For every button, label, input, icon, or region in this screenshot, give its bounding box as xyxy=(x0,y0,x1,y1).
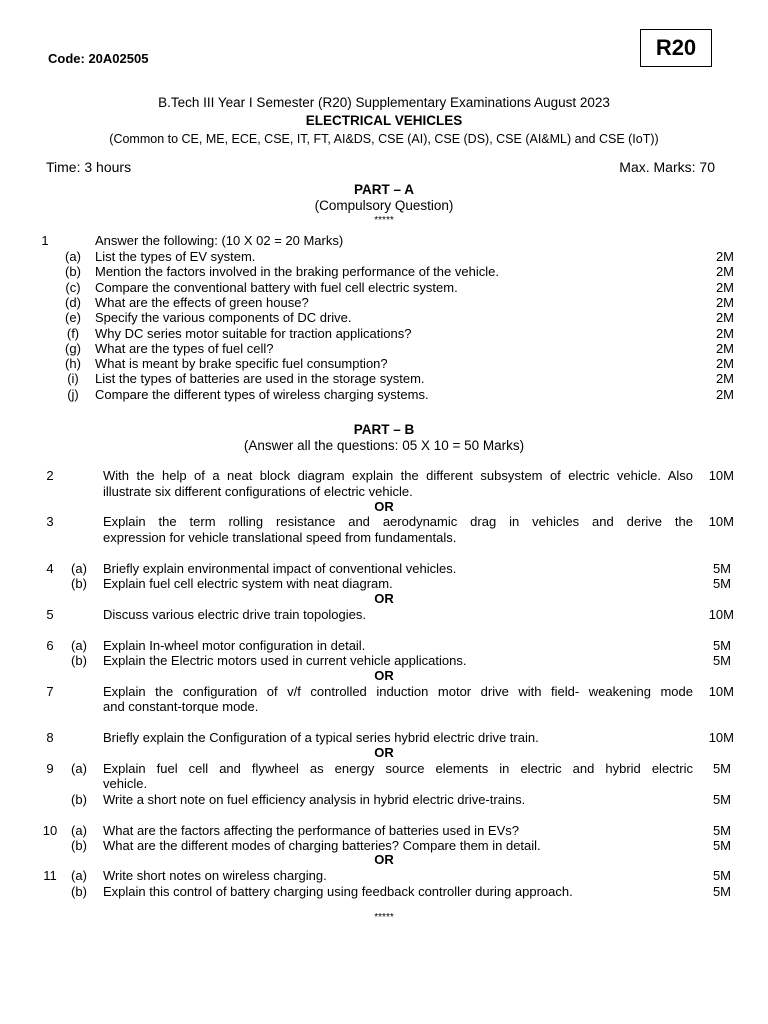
question-text: What are the different modes of charging batteries? Compare them in detail. xyxy=(103,838,541,853)
max-marks: Max. Marks: 70 xyxy=(619,159,715,175)
part-a-item xyxy=(0,264,768,280)
question-text: Specify the various components of DC drive. xyxy=(95,310,352,326)
question-marks: 10M xyxy=(708,607,734,622)
sub-label: (a) xyxy=(71,823,87,838)
question-1-instruction: Answer the following: (10 X 02 = 20 Marks) xyxy=(95,233,344,248)
question-text: Write a short note on fuel efficiency analysis in hybrid electric drive-trains. xyxy=(103,792,526,807)
sub-label: (a) xyxy=(71,761,87,776)
question-8 xyxy=(0,730,768,746)
question-11a xyxy=(0,868,768,884)
question-9a xyxy=(0,761,768,777)
question-marks: 2M xyxy=(715,249,734,264)
question-text: Mention the factors involved in the braking performance of the vehicle. xyxy=(95,264,499,280)
part-a-item xyxy=(0,326,768,342)
question-text: What is meant by brake specific fuel consumption? xyxy=(95,356,388,372)
question-text: What are the types of fuel cell? xyxy=(95,340,274,356)
question-text: Briefly explain the Configuration of a typical series hybrid electric drive train. xyxy=(103,730,539,745)
question-marks: 5M xyxy=(712,884,731,899)
sub-label: (j) xyxy=(67,386,79,402)
sub-label: (b) xyxy=(71,884,87,899)
question-number: 9 xyxy=(46,761,54,776)
question-7-continued xyxy=(0,699,768,715)
sub-label: (b) xyxy=(71,792,87,807)
question-5 xyxy=(0,607,768,623)
question-text: Explain this control of battery charging using feedback controller during approach. xyxy=(103,884,573,899)
question-marks: 5M xyxy=(712,653,731,668)
question-number: 2 xyxy=(46,468,54,483)
sub-label: (f) xyxy=(66,325,80,341)
sub-label: (a) xyxy=(71,561,87,576)
sub-label: (i) xyxy=(67,371,79,387)
question-text: What are the factors affecting the performance of batteries used in EVs? xyxy=(103,823,519,838)
question-marks: 2M xyxy=(715,371,734,387)
or-separator: OR xyxy=(374,745,394,760)
question-text: expression for vehicle translational speed from fundamentals. xyxy=(103,530,457,545)
sub-label: (c) xyxy=(65,279,81,295)
question-text: Explain fuel cell and flywheel as energy source elements in electric and hybrid electric xyxy=(103,761,693,776)
question-11b xyxy=(0,884,768,900)
question-text: Discuss various electric drive train topologies. xyxy=(103,607,366,622)
sub-label: (g) xyxy=(65,340,81,356)
question-text: With the help of a neat block diagram explain the different subsystem of electric vehicle. Also xyxy=(103,468,693,483)
question-2-continued xyxy=(0,484,768,500)
question-text: What are the effects of green house? xyxy=(95,294,309,310)
question-number: 10 xyxy=(42,823,58,838)
question-marks: 2M xyxy=(715,325,734,341)
question-6b xyxy=(0,653,768,669)
sub-label: (d) xyxy=(65,294,81,310)
question-2 xyxy=(0,468,768,484)
question-text: Explain In-wheel motor configuration in detail. xyxy=(103,638,366,653)
question-marks: 5M xyxy=(712,638,731,653)
subject-title: ELECTRICAL VEHICLES xyxy=(305,113,463,128)
end-stars: ***** xyxy=(374,912,394,923)
branches-note: (Common to CE, ME, ECE, CSE, IT, FT, AI&DS, CSE (AI), CSE (DS), CSE (AI&ML) and CSE (IoT)) xyxy=(109,132,659,146)
question-text: List the types of batteries are used in the storage system. xyxy=(95,371,425,387)
part-a-item xyxy=(0,341,768,357)
regulation-box: R20 xyxy=(640,29,712,67)
subject-code: Code: 20A02505 xyxy=(48,51,149,66)
part-a-item xyxy=(0,371,768,387)
part-a-stars: ***** xyxy=(374,215,394,226)
question-text: Explain the configuration of v/f controlled induction motor drive with field- weakening mode xyxy=(103,684,693,699)
question-marks: 10M xyxy=(708,468,734,483)
question-marks: 2M xyxy=(715,356,734,372)
or-separator: OR xyxy=(374,499,394,514)
question-3 xyxy=(0,514,768,530)
question-text: List the types of EV system. xyxy=(95,249,256,264)
exam-time: Time: 3 hours xyxy=(46,159,132,175)
sub-label: (b) xyxy=(71,653,87,668)
exam-title: B.Tech III Year I Semester (R20) Supplementary Examinations August 2023 xyxy=(158,95,610,110)
question-marks: 5M xyxy=(712,868,731,883)
sub-label: (b) xyxy=(71,838,87,853)
question-marks: 10M xyxy=(708,514,734,529)
question-text: illustrate six different configurations of electric vehicle. xyxy=(103,484,413,499)
sub-label: (b) xyxy=(65,264,81,280)
question-number: 5 xyxy=(46,607,54,622)
question-text: vehicle. xyxy=(103,776,148,791)
question-marks: 2M xyxy=(715,340,734,356)
part-a-item xyxy=(0,387,768,403)
sub-label: (h) xyxy=(65,356,81,372)
question-marks: 5M xyxy=(712,823,731,838)
question-9a-continued xyxy=(0,776,768,792)
question-marks: 5M xyxy=(712,761,731,776)
sub-label: (a) xyxy=(71,638,87,653)
question-6a xyxy=(0,638,768,654)
question-4a xyxy=(0,561,768,577)
question-text: Write short notes on wireless charging. xyxy=(103,868,327,883)
question-marks: 5M xyxy=(712,792,731,807)
question-7 xyxy=(0,684,768,700)
part-a-item xyxy=(0,249,768,265)
part-a-subtitle: (Compulsory Question) xyxy=(314,198,454,213)
question-marks: 2M xyxy=(715,386,734,402)
question-3-continued xyxy=(0,530,768,546)
or-separator: OR xyxy=(374,668,394,683)
question-4b xyxy=(0,576,768,592)
question-number: 8 xyxy=(46,730,54,745)
question-text: Why DC series motor suitable for traction applications? xyxy=(95,325,412,341)
question-text: Briefly explain environmental impact of conventional vehicles. xyxy=(103,561,457,576)
question-text: Explain the term rolling resistance and aerodynamic drag in vehicles and derive the xyxy=(103,514,693,529)
question-text: and constant-torque mode. xyxy=(103,699,259,714)
question-number: 4 xyxy=(46,561,54,576)
question-marks: 10M xyxy=(708,684,734,699)
question-marks: 10M xyxy=(708,730,734,745)
question-marks: 5M xyxy=(712,576,731,591)
question-marks: 5M xyxy=(712,561,731,576)
question-marks: 2M xyxy=(715,310,734,326)
question-number: 1 xyxy=(41,233,49,248)
part-a-item xyxy=(0,356,768,372)
question-number: 7 xyxy=(46,684,54,699)
sub-label: (a) xyxy=(71,868,87,883)
question-text: Explain fuel cell electric system with neat diagram. xyxy=(103,576,393,591)
question-text: Compare the different types of wireless charging systems. xyxy=(95,386,429,402)
question-number: 11 xyxy=(43,868,57,883)
question-10a xyxy=(0,823,768,839)
or-separator: OR xyxy=(374,591,394,606)
or-separator: OR xyxy=(374,852,394,867)
part-b-subtitle: (Answer all the questions: 05 X 10 = 50 Marks) xyxy=(243,438,525,453)
question-text: Explain the Electric motors used in current vehicle applications. xyxy=(103,653,467,668)
part-b-title: PART – B xyxy=(353,422,415,437)
question-9b xyxy=(0,792,768,808)
part-a-title: PART – A xyxy=(353,182,414,197)
sub-label: (b) xyxy=(71,576,87,591)
part-a-item xyxy=(0,280,768,296)
question-marks: 2M xyxy=(715,279,734,295)
question-text: Compare the conventional battery with fuel cell electric system. xyxy=(95,279,458,295)
part-a-item xyxy=(0,295,768,311)
question-1-row xyxy=(0,233,768,249)
question-number: 3 xyxy=(46,514,54,529)
sub-label: (e) xyxy=(65,310,81,326)
sub-label: (a) xyxy=(65,249,81,264)
question-marks: 2M xyxy=(715,294,734,310)
question-marks: 2M xyxy=(715,264,734,280)
question-number: 6 xyxy=(46,638,54,653)
part-a-item xyxy=(0,310,768,326)
question-marks: 5M xyxy=(712,838,731,853)
